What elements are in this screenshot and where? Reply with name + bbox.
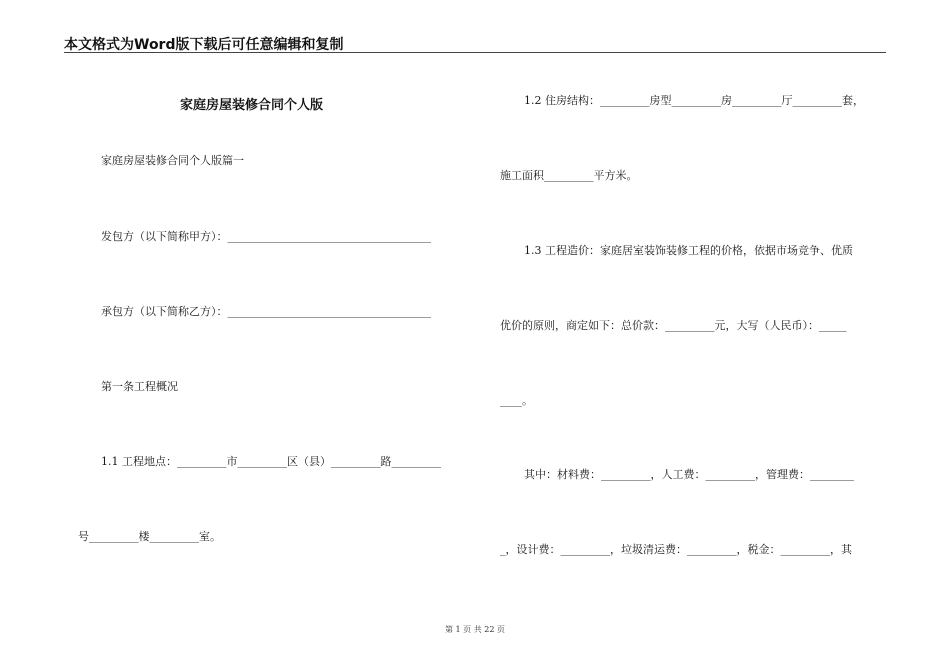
article-1-heading: 第一条工程概况 (101, 380, 178, 393)
page-header: 本文格式为Word版下载后可任意编辑和复制 (64, 37, 344, 53)
clause-1-2-continued: 施工面积_________平方米。 (500, 169, 638, 182)
document-subtitle: 家庭房屋装修合同个人版篇一 (101, 154, 244, 167)
clause-1-3: 1.3 工程造价：家庭居室装饰装修工程的价格，依据市场竞争、优质 (524, 244, 853, 257)
document-title: 家庭房屋装修合同个人版 (180, 98, 324, 113)
party-a-line: 发包方（以下简称甲方）：_____________________________________ (101, 230, 431, 243)
clause-1-3-end: ____。 (500, 394, 533, 407)
clause-1-2: 1.2 住房结构：_________房型_________房_________厅_________套， (524, 94, 864, 107)
clause-1-1: 1.1 工程地点：_________市_________区（县）_________路_________ (101, 455, 441, 468)
party-b-line: 承包方（以下简称乙方）：_____________________________________ (101, 305, 431, 318)
cost-breakdown: 其中：材料费：_________，人工费：_________，管理费：________ (524, 468, 854, 481)
cost-breakdown-continued: _，设计费：_________，垃圾清运费：_________，税金：_________，其 (500, 543, 852, 556)
clause-1-3-continued: 优价的原则，商定如下：总价款：_________元，大写（人民币）：_____ (500, 319, 847, 332)
page-number: 第 1 页 共 22 页 (445, 625, 505, 634)
clause-1-1-continued: 号_________楼_________室。 (78, 530, 221, 543)
header-divider (64, 52, 886, 53)
